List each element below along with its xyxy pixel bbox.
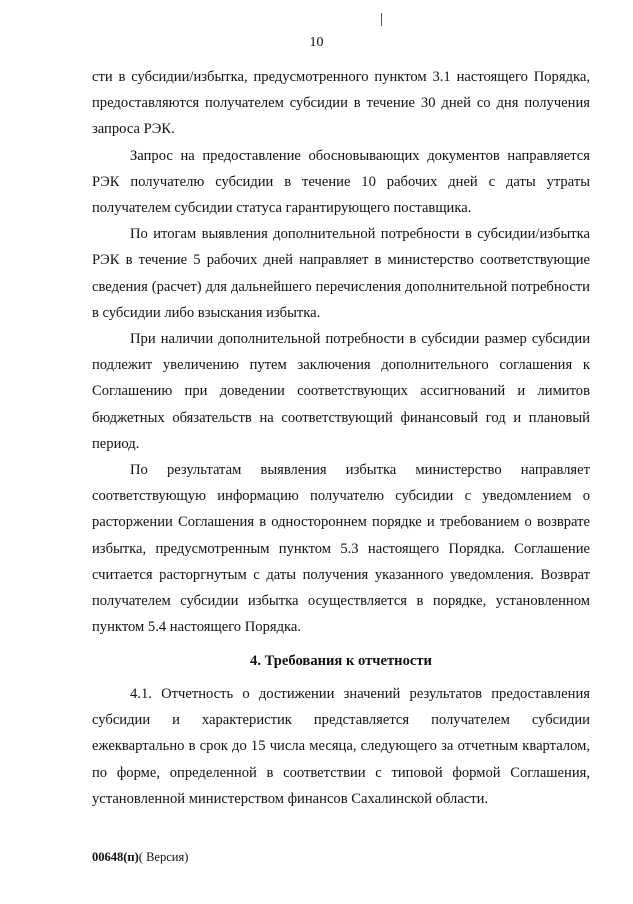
document-body (92, 64, 590, 640)
paragraph-2: Запрос на предоставление обосновывающих документов направляется РЭК получателю субсидии в течение 10 рабочих дней с даты утраты получателем субсидии статуса гарантирующего поставщика. (92, 147, 590, 217)
paragraph-3: По итогам выявления дополнительной потребности в субсидии/избытка РЭК в течение 5 рабочих дней направляет в министерство соответствующие сведения (расчет) для дальнейшего перечисления дополнительной потребности в субсидии либо взыскания избытка. (92, 226, 590, 321)
section-paragraph: 4.1. Отчетность о достижении значений результатов предоставления субсидии и характеристик представляется получателем субсидии ежеквартально в срок до 15 числа месяца, следующего за отчетным кварталом, по форме, определенной в соответствии с типовой формой Соглашения, установленной министерством финансов Сахалинской области. (92, 686, 590, 807)
doc-version: ( Версия) (138, 850, 189, 864)
section-body (92, 681, 590, 812)
scan-mark (381, 13, 382, 26)
paragraph-1: сти в субсидии/избытка, предусмотренного пунктом 3.1 настоящего Порядка, предоставляются получателем субсидии в течение 30 дней со дня получения запроса РЭК. (92, 69, 590, 138)
document-footer (92, 850, 188, 865)
doc-code: 00648(п) (92, 850, 139, 864)
section-heading: 4. Требования к отчетности (250, 653, 432, 669)
paragraph-5: По результатам выявления избытка министерство направляет соответствующую информацию получателю субсидии с уведомлением о расторжении Соглашения в одностороннем порядке и требованием о возврате избытка, предусмотренным пунктом 5.3 настоящего Порядка. Соглашение считается расторгнутым с даты получения указанного уведомления. Возврат получателем субсидии избытка осуществляется в порядке, установленном пунктом 5.4 настоящего Порядка. (92, 462, 590, 636)
page-number: 10 (309, 35, 324, 50)
paragraph-4: При наличии дополнительной потребности в субсидии размер субсидии подлежит увеличению путем заключения дополнительного соглашения к Соглашению при доведении соответствующих ассигнований и лимитов бюджетных обязательств на соответствующий финансовый год и плановый период. (92, 331, 590, 452)
